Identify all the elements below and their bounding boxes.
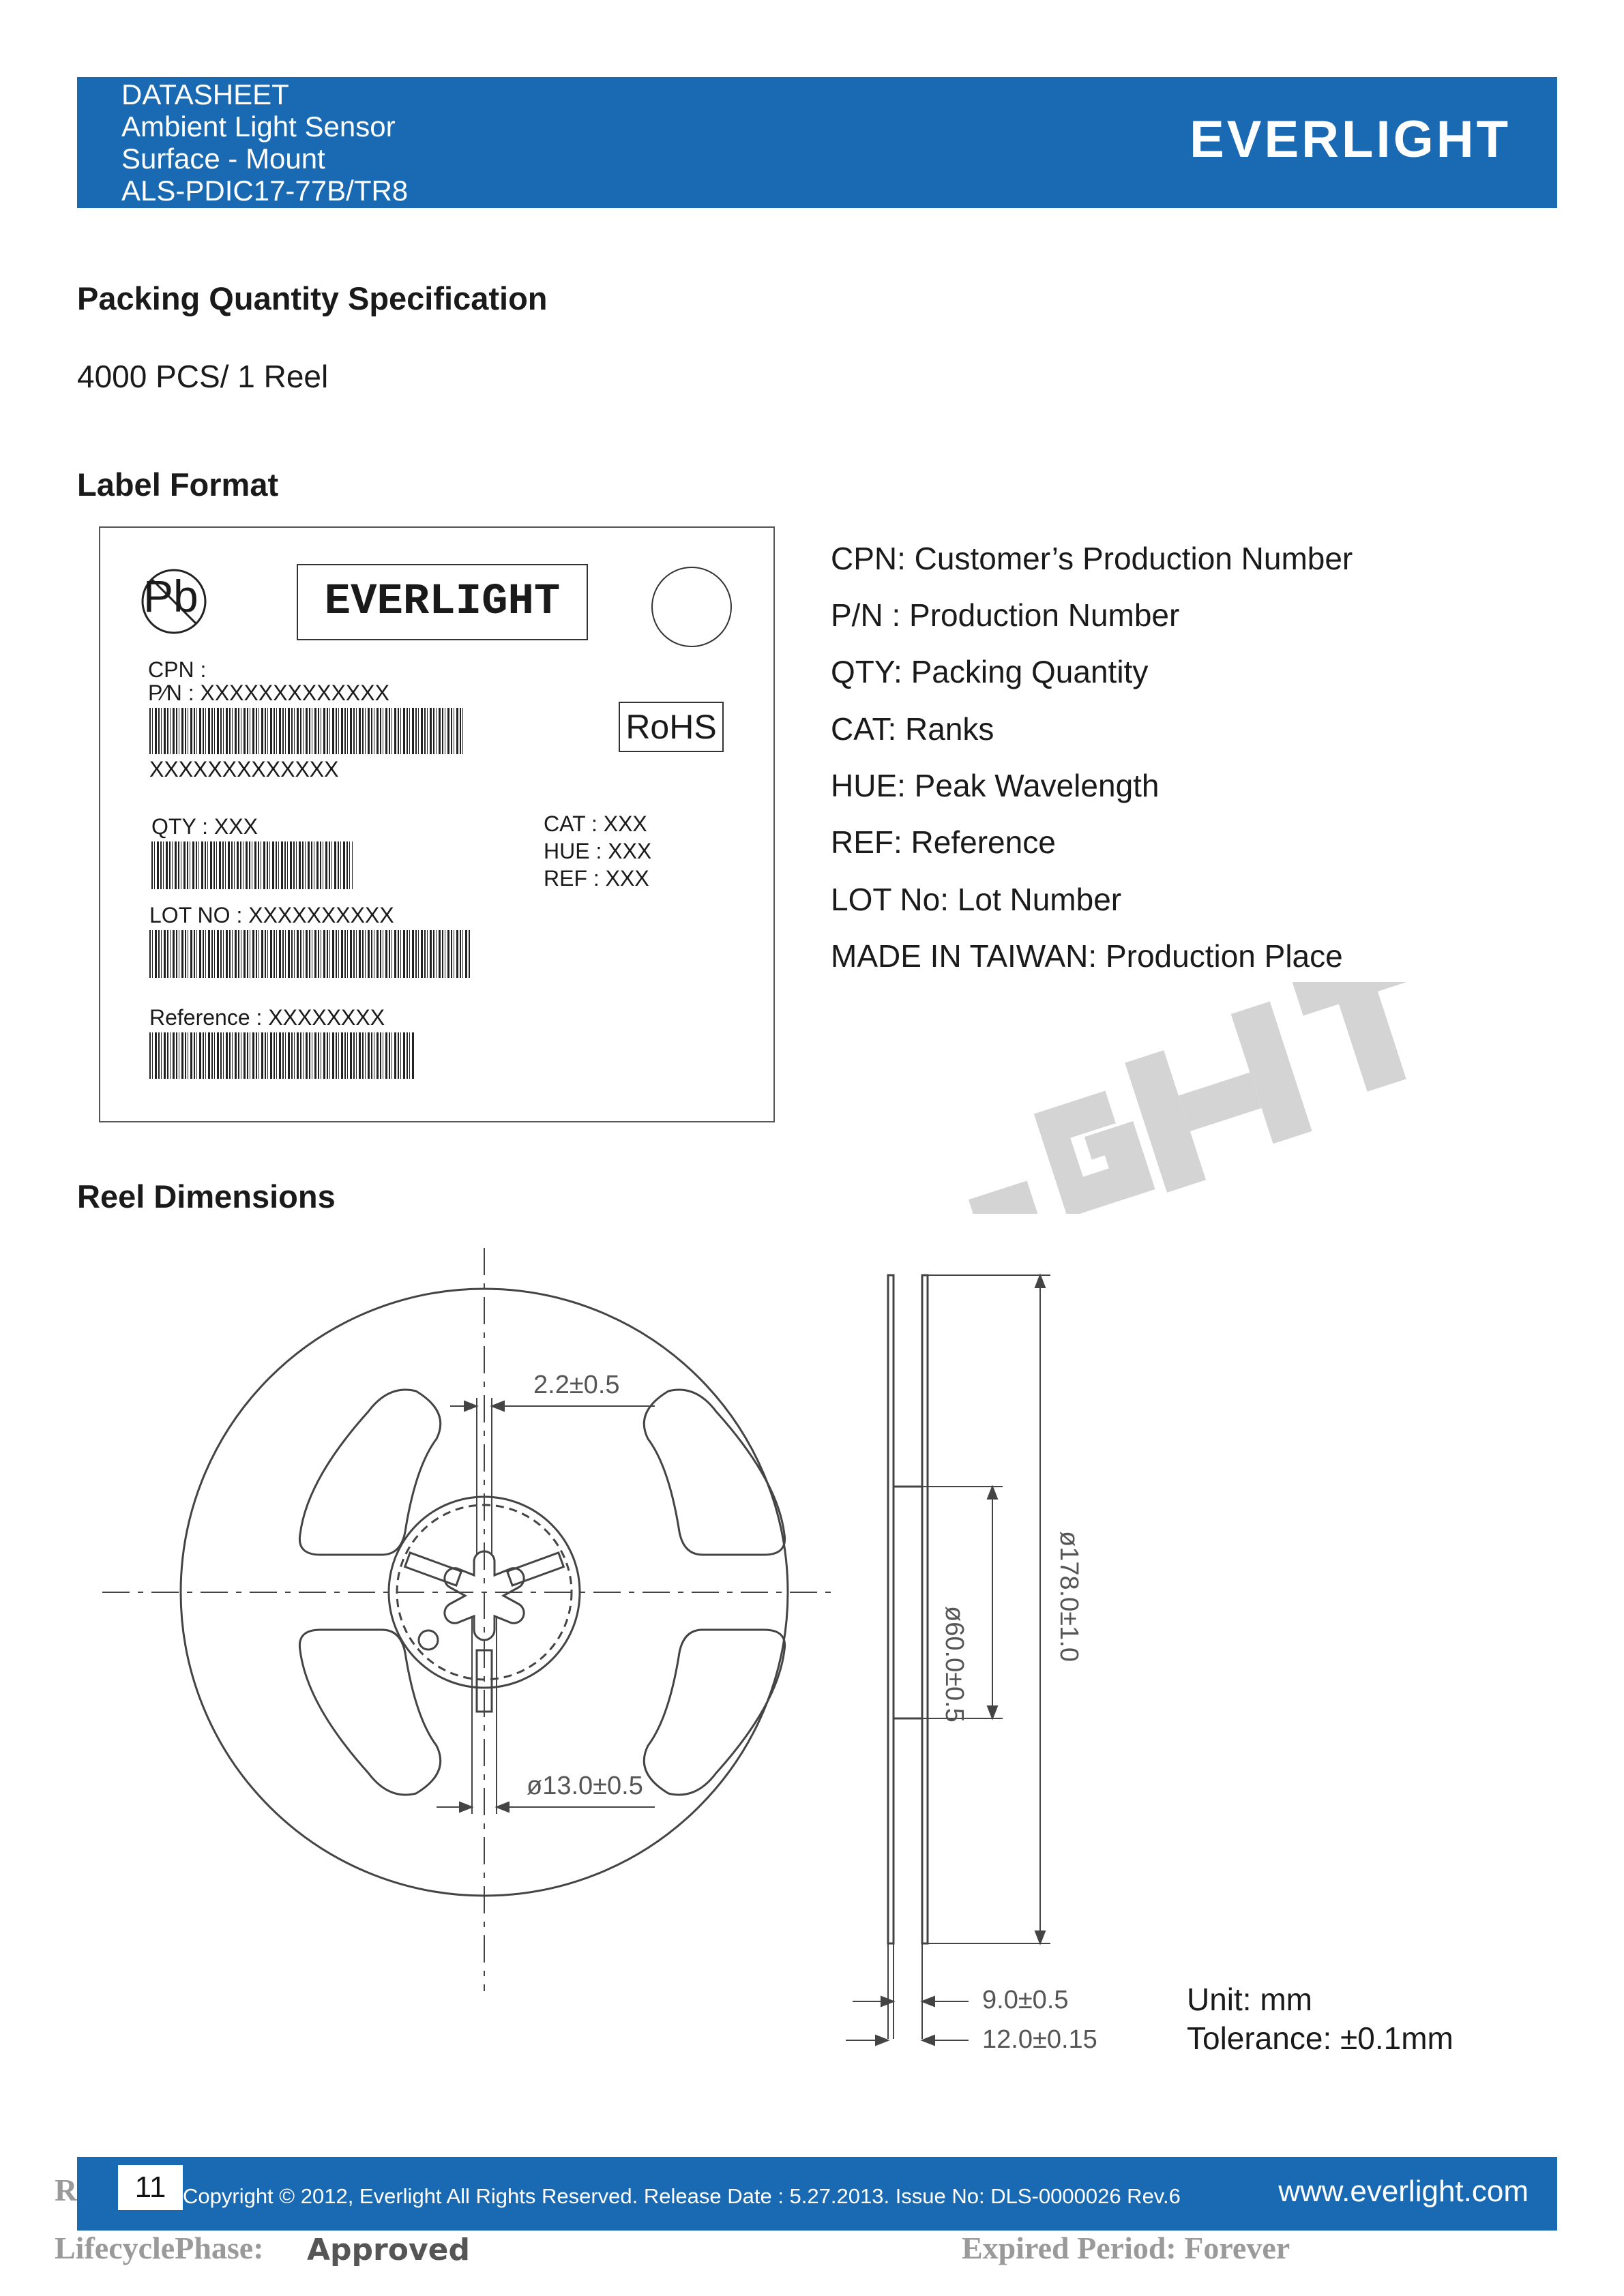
label-circle-mark — [651, 567, 732, 647]
header-line-mount: Surface - Mount — [121, 143, 325, 175]
barcode-qty — [151, 841, 353, 889]
barcode-pn — [149, 708, 463, 754]
page-number: 11 — [118, 2165, 183, 2210]
packing-title: Packing Quantity Specification — [77, 280, 548, 316]
dim-width-inner-label: 9.0±0.5 — [982, 1986, 1069, 2014]
reel-side-view — [846, 1262, 1119, 2070]
legend-cpn: CPN: Customer’s Production Number — [831, 541, 1353, 576]
legend-pn: P/N : Production Number — [831, 597, 1180, 633]
dim-slot-label: 2.2±0.5 — [533, 1371, 620, 1399]
legend-lot: LOT No: Lot Number — [831, 882, 1122, 917]
label-reference: Reference : XXXXXXXX — [149, 1005, 385, 1030]
header-banner — [77, 77, 1557, 208]
label-ref: REF : XXX — [544, 866, 649, 891]
label-cpn: CPN : — [148, 657, 207, 682]
pb-text: Pb — [143, 571, 198, 621]
header-text-block — [121, 78, 408, 207]
brand-logo: EVERLIGHT — [1190, 110, 1511, 168]
dim-outer-label: ø178.0±1.0 — [1054, 1531, 1083, 1662]
legend-cat: CAT: Ranks — [831, 711, 994, 747]
label-format-title: Label Format — [77, 466, 279, 503]
dim-inner-label: ø60.0±0.5 — [940, 1606, 969, 1723]
label-logo: EVERLIGHT — [297, 564, 588, 640]
barcode-reference — [149, 1032, 415, 1079]
underlay-r: R — [55, 2173, 78, 2207]
tolerance-note: Tolerance: ±0.1mm — [1187, 2021, 1453, 2056]
label-cat: CAT : XXX — [544, 811, 647, 836]
unit-note: Unit: mm — [1187, 1982, 1312, 2017]
dim-width-outer-label: 12.0±0.15 — [982, 2025, 1097, 2054]
dim-hub-label: ø13.0±0.5 — [527, 1772, 643, 1800]
footer-website-link[interactable]: www.everlight.com — [1278, 2175, 1529, 2208]
legend-hue: HUE: Peak Wavelength — [831, 768, 1160, 803]
barcode-lot — [149, 930, 470, 978]
label-pn: P⁄N : XXXXXXXXXXXXX — [148, 681, 389, 705]
underlay-approved: Approved — [307, 2233, 470, 2267]
underlay-lifecycle: LifecyclePhase: — [55, 2231, 264, 2265]
label-card — [99, 526, 775, 1122]
label-hue: HUE : XXX — [544, 839, 652, 863]
legend-ref: REF: Reference — [831, 824, 1056, 860]
legend-made-in: MADE IN TAIWAN: Production Place — [831, 938, 1343, 974]
packing-quantity: 4000 PCS/ 1 Reel — [77, 359, 329, 394]
underlay-expired: Expired Period: Forever — [962, 2231, 1290, 2265]
legend-qty: QTY: Packing Quantity — [831, 654, 1149, 689]
rohs-badge: RoHS — [619, 702, 724, 752]
header-line-product: Ambient Light Sensor — [121, 110, 396, 143]
watermark-logo-fragment — [934, 982, 1453, 1217]
label-lot: LOT NO : XXXXXXXXXX — [149, 903, 394, 927]
footer-banner — [77, 2157, 1557, 2231]
header-line-datasheet: DATASHEET — [121, 78, 289, 110]
reel-title: Reel Dimensions — [77, 1178, 336, 1214]
label-pn-code: XXXXXXXXXXXXX — [149, 757, 339, 781]
footer-copyright: Copyright © 2012, Everlight All Rights Reserved. Release Date : 5.27.2013. Issue No: DLS-0000026 Rev.6 — [183, 2184, 1181, 2208]
label-qty: QTY : XXX — [151, 814, 258, 839]
header-line-partno: ALS-PDIC17-77B/TR8 — [121, 175, 409, 207]
reel-front-view — [95, 1234, 832, 1995]
